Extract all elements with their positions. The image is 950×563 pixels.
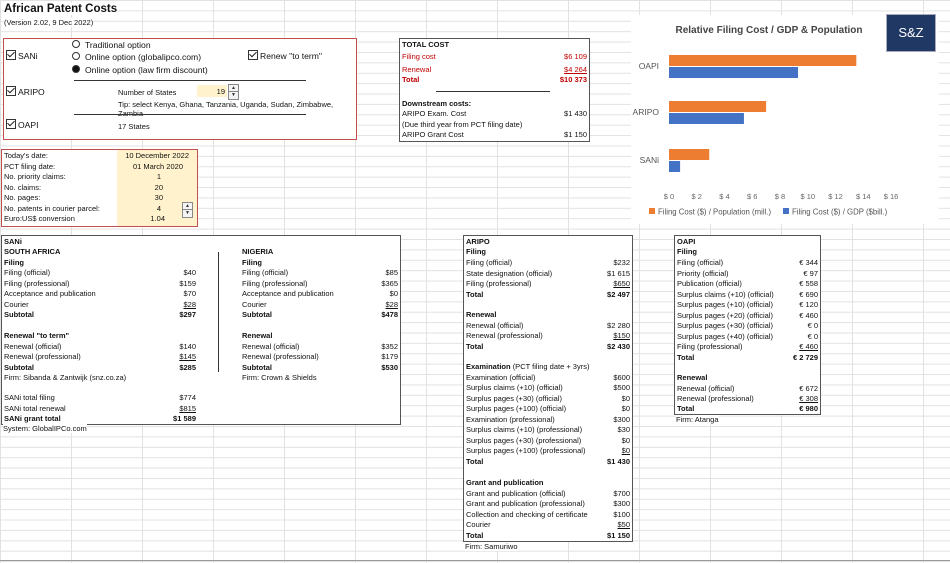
- row-value: $300: [613, 414, 630, 424]
- table-row: [675, 332, 820, 342]
- x-tick-label: $ 0: [663, 192, 675, 201]
- table-row: [2, 300, 198, 310]
- row-label: Collection and checking of certificate: [466, 509, 588, 519]
- row-value: $28: [385, 299, 398, 309]
- row-label: Total: [677, 352, 695, 362]
- sani-option[interactable]: [6, 50, 38, 61]
- aripo-grant-title: Grant and publication: [466, 478, 544, 487]
- version-label: (Version 2.02, 9 Dec 2022): [4, 18, 94, 27]
- legend-swatch-2: [783, 208, 789, 214]
- chart-title: Relative Filing Cost / GDP & Population: [675, 25, 863, 36]
- radio-icon[interactable]: [72, 40, 80, 48]
- conversion-value[interactable]: 1.04: [150, 214, 165, 223]
- row-value: € 558: [799, 279, 818, 288]
- radio-traditional-label: Traditional option: [85, 40, 151, 50]
- category-label-oapi: OAPI: [638, 61, 659, 71]
- spin-up-icon[interactable]: ▲: [183, 203, 192, 210]
- row-value: $1 430: [607, 456, 630, 466]
- table-row: [464, 279, 632, 289]
- renew-option[interactable]: [248, 50, 322, 61]
- row-label: Surplus pages (+40) (official): [677, 331, 773, 341]
- table-row: [675, 279, 820, 289]
- row-value: $30: [617, 425, 630, 434]
- row-value: € 980: [799, 404, 818, 413]
- nigeria-section: [240, 236, 400, 386]
- table-row: [464, 373, 632, 383]
- row-label: Renewal (professional): [4, 352, 81, 361]
- row-value: $2 430: [607, 341, 630, 351]
- row-value: $1 150: [607, 530, 630, 540]
- legend-label-2: Filing Cost ($) / GDP ($bill.): [792, 207, 888, 217]
- table-row: [2, 279, 198, 289]
- table-row: [2, 404, 198, 414]
- row-label: Surplus pages (+30) (official): [677, 321, 773, 330]
- renewal-cost-label: Renewal: [402, 65, 432, 74]
- row-label: Renewal (professional): [677, 394, 754, 403]
- table-row: [675, 384, 820, 394]
- radio-online[interactable]: [72, 52, 201, 62]
- row-label: Subtotal: [4, 362, 34, 372]
- row-label: Renewal (official): [677, 383, 735, 393]
- table-row: [464, 383, 632, 393]
- row-value: $352: [381, 341, 398, 351]
- row-label: State designation (official): [466, 268, 553, 278]
- category-label-aripo: ARIPO: [632, 107, 659, 117]
- table-row: [464, 489, 632, 499]
- row-label: Grant and publication (professional): [466, 499, 585, 508]
- row-value: € 460: [799, 342, 818, 351]
- row-value: € 120: [799, 300, 818, 309]
- x-tick-label: $ 14: [855, 192, 871, 201]
- row-value: $140: [179, 341, 196, 351]
- radio-traditional[interactable]: [72, 40, 151, 50]
- total-value: $10 373: [559, 75, 587, 84]
- table-row: [464, 331, 632, 341]
- inputs-box: [1, 149, 198, 227]
- oapi-title: OAPI: [677, 237, 696, 246]
- table-row: [464, 499, 632, 509]
- grant-cost-label: ARIPO Grant Cost: [402, 130, 464, 139]
- row-value: $145: [179, 352, 196, 361]
- row-label: Surplus claims (+10) (official): [466, 383, 563, 392]
- sani-box: [1, 235, 401, 425]
- options-panel: [3, 38, 357, 140]
- south-africa-section: [2, 236, 198, 424]
- row-label: SANi total renewal: [4, 403, 66, 413]
- row-label: Subtotal: [4, 310, 34, 319]
- row-label: Surplus pages (+10) (official): [677, 300, 773, 309]
- table-row: [240, 342, 400, 352]
- table-row: [2, 268, 198, 278]
- table-row: [464, 404, 632, 414]
- row-label: Filing (professional): [466, 279, 532, 288]
- x-tick-label: $ 10: [800, 192, 816, 201]
- row-label: Filing (professional): [4, 278, 70, 288]
- table-row: [464, 415, 632, 425]
- table-row: [240, 289, 400, 299]
- row-value: $300: [613, 499, 630, 508]
- row-label: Courier: [4, 299, 29, 309]
- row-value: $0: [621, 393, 630, 403]
- total-cost-box: [399, 38, 590, 142]
- row-label: Subtotal: [242, 362, 272, 372]
- row-value: $815: [179, 403, 196, 413]
- total-row: [675, 353, 820, 363]
- courier-spinner[interactable]: [182, 202, 193, 218]
- total-cost-title: TOTAL COST: [402, 40, 450, 49]
- table-row: [240, 352, 400, 362]
- row-label: Total: [466, 341, 484, 351]
- row-label: Surplus pages (+30) (professional): [466, 435, 582, 445]
- row-value: $0: [389, 289, 398, 298]
- sheet-bottom-border: [0, 560, 950, 561]
- aripo-box: [463, 235, 633, 542]
- bar-oapi-series-1: [669, 55, 856, 66]
- sa-filing-title: Filing: [4, 258, 24, 267]
- row-label: Renewal (professional): [242, 352, 319, 361]
- row-value: € 672: [799, 383, 818, 393]
- bar-aripo-series-2: [669, 113, 744, 124]
- aripo-filing-title: Filing: [466, 247, 486, 256]
- table-row: [2, 342, 198, 352]
- row-value: € 308: [799, 394, 818, 403]
- row-value: $232: [613, 258, 630, 267]
- row-label: Priority (official): [677, 268, 729, 278]
- subtotal-row: [2, 363, 198, 373]
- table-row: [675, 321, 820, 331]
- exam-cost-label: ARIPO Exam. Cost: [402, 109, 467, 118]
- table-row: [464, 520, 632, 530]
- divider: [74, 114, 306, 115]
- row-label: Total: [677, 404, 695, 413]
- row-label: Examination (professional): [466, 414, 555, 424]
- row-value: $2 497: [607, 289, 630, 299]
- total-row: [464, 531, 632, 541]
- row-label: Renewal (professional): [466, 331, 543, 340]
- pages-label: No. pages:: [4, 193, 41, 202]
- downstream-title: Downstream costs:: [402, 99, 472, 108]
- table-row: [464, 510, 632, 520]
- row-label: Total: [466, 289, 484, 299]
- row-value: $285: [179, 362, 196, 372]
- row-value: $40: [183, 268, 196, 277]
- legend-swatch-1: [649, 208, 655, 214]
- row-label: Surplus pages (+100) (professional): [466, 446, 586, 455]
- table-row: [2, 352, 198, 362]
- sz-logo: S&Z: [886, 14, 936, 52]
- aripo-option[interactable]: [6, 86, 45, 97]
- row-value: € 690: [799, 289, 818, 299]
- oapi-firm: Firm: Atanga: [676, 415, 719, 424]
- table-row: [240, 268, 400, 278]
- renew-label: Renew "to term": [260, 51, 322, 61]
- row-value: $28: [183, 299, 196, 309]
- claims-label: No. claims:: [4, 182, 42, 192]
- filing-cost-label: Filing cost: [402, 52, 436, 61]
- states-field[interactable]: [197, 85, 227, 97]
- x-tick-label: $ 6: [747, 192, 758, 201]
- x-tick-label: $ 16: [883, 192, 899, 201]
- pct-date-value[interactable]: 01 March 2020: [132, 161, 183, 171]
- table-row: [675, 394, 820, 404]
- radio-selected-icon[interactable]: [72, 65, 80, 73]
- subtotal-row: [2, 310, 198, 320]
- table-row: [464, 436, 632, 446]
- total-row: [464, 457, 632, 467]
- row-value: $500: [613, 383, 630, 392]
- sani-checkbox[interactable]: [6, 50, 16, 60]
- row-value: $159: [179, 278, 196, 288]
- table-row: [464, 321, 632, 331]
- row-label: SANi total filing: [4, 393, 55, 402]
- renewal-cost-value: $4 264: [564, 65, 587, 74]
- pages-value[interactable]: 30: [154, 193, 163, 202]
- row-value: € 460: [799, 310, 818, 320]
- row-label: Courier: [242, 299, 267, 309]
- table-row: [675, 311, 820, 321]
- exam-cost-note: (Due third year from PCT filing date): [402, 120, 523, 129]
- row-value: € 0: [807, 321, 818, 330]
- ng-firm: Firm: Crown & Shields: [242, 373, 317, 382]
- renew-checkbox[interactable]: [248, 50, 258, 60]
- row-value: € 2 729: [792, 352, 818, 362]
- bar-aripo-series-1: [669, 101, 766, 112]
- table-row: [675, 258, 820, 268]
- row-label: Total: [466, 530, 484, 540]
- priority-claims-value[interactable]: 1: [156, 172, 161, 181]
- priority-claims-label: No. priority claims:: [4, 172, 66, 181]
- row-value: $365: [381, 278, 398, 288]
- table-row: [240, 279, 400, 289]
- states-label: Number of States: [118, 88, 177, 97]
- table-row: [464, 425, 632, 435]
- total-row: [675, 404, 820, 414]
- spin-down-icon[interactable]: ▼: [231, 92, 236, 98]
- row-label: Subtotal: [242, 310, 272, 319]
- bar-oapi-series-2: [669, 67, 798, 78]
- aripo-tip: Tip: select Kenya, Ghana, Tanzania, Uganda, Sudan, Zimbabwe, Zambia: [118, 100, 334, 118]
- row-label: Filing (official): [677, 258, 724, 267]
- table-row: [675, 290, 820, 300]
- row-value: $0: [621, 404, 630, 413]
- row-label: Surplus pages (+30) (official): [466, 393, 562, 403]
- column-divider: [218, 252, 219, 372]
- x-tick-label: $ 2: [691, 192, 702, 201]
- radio-icon[interactable]: [72, 52, 80, 60]
- total-row: [464, 290, 632, 300]
- grant-cost-value: $1 150: [564, 130, 587, 139]
- exam-cost-value: $1 430: [564, 109, 587, 118]
- row-label: Total: [466, 456, 484, 466]
- courier-parcel-label: No. patents in courier parcel:: [4, 203, 100, 213]
- grand-total-row: [2, 414, 198, 424]
- spin-up-icon[interactable]: ▲: [229, 85, 238, 92]
- table-row: [675, 342, 820, 352]
- ng-filing-title: Filing: [242, 258, 262, 267]
- table-row: [464, 446, 632, 456]
- row-label: Filing (professional): [677, 342, 743, 351]
- x-tick-label: $ 12: [828, 192, 843, 201]
- table-row: [464, 394, 632, 404]
- row-value: $650: [613, 279, 630, 288]
- subtotal-row: [240, 310, 400, 320]
- sa-renewal-title: Renewal "to term": [4, 331, 70, 340]
- sa-firm: Firm: Sibanda & Zantwijk (snz.co.za): [4, 373, 127, 382]
- aripo-label: ARIPO: [18, 87, 45, 97]
- row-value: $2 280: [607, 320, 630, 330]
- sa-title: SOUTH AFRICA: [4, 247, 61, 256]
- row-value: $70: [183, 289, 196, 298]
- row-value: € 97: [803, 268, 818, 278]
- row-label: Surplus claims (+10) (official): [677, 289, 774, 299]
- row-label: Courier: [466, 520, 491, 529]
- aripo-exam-note: (PCT filing date + 3yrs): [512, 362, 590, 371]
- oapi-box: [674, 235, 821, 415]
- spin-down-icon[interactable]: ▼: [185, 210, 190, 216]
- row-label: Surplus pages (+100) (official): [466, 404, 567, 413]
- row-value: € 344: [799, 258, 818, 267]
- row-value: $150: [613, 331, 630, 340]
- aripo-title: ARIPO: [466, 237, 490, 246]
- aripo-checkbox[interactable]: [6, 86, 16, 96]
- row-value: $179: [381, 352, 398, 361]
- legend-label-1: Filing Cost ($) / Population (mill.): [658, 207, 772, 217]
- page-title: African Patent Costs: [4, 3, 118, 15]
- row-value: $0: [621, 446, 630, 455]
- x-tick-label: $ 8: [774, 192, 786, 201]
- divider: [436, 91, 550, 92]
- filing-cost-value: $6 109: [564, 52, 587, 61]
- row-value: $1 615: [607, 268, 630, 278]
- oapi-filing-title: Filing: [677, 247, 697, 256]
- table-row: [2, 393, 198, 403]
- sani-system: System: GlobalIPCo.com: [3, 424, 87, 433]
- row-value: $600: [613, 372, 630, 382]
- row-value: $297: [179, 310, 196, 319]
- row-value: $0: [621, 435, 630, 445]
- row-label: Filing (professional): [242, 278, 308, 288]
- oapi-renewal-title: Renewal: [677, 373, 708, 382]
- oapi-option[interactable]: [6, 119, 39, 130]
- row-label: Filing (official): [242, 268, 289, 277]
- table-row: [675, 269, 820, 279]
- ng-title: NIGERIA: [242, 247, 274, 256]
- total-label: Total: [402, 75, 420, 84]
- radio-online-discount[interactable]: [72, 65, 208, 75]
- sani-label: SANi: [18, 51, 38, 61]
- bar-sani-series-1: [669, 149, 709, 160]
- row-value: $85: [385, 268, 398, 277]
- oapi-states: 17 States: [118, 122, 150, 131]
- sani-title: SANi: [4, 237, 22, 246]
- row-value: $100: [613, 509, 630, 519]
- row-label: Publication (official): [677, 279, 742, 288]
- row-label: Renewal (official): [4, 341, 62, 351]
- table-row: [464, 258, 632, 268]
- table-row: [240, 300, 400, 310]
- states-value: 19: [216, 87, 225, 96]
- conversion-label: Euro:US$ conversion: [4, 214, 75, 223]
- row-label: SANi grant total: [4, 414, 61, 423]
- row-value: $50: [617, 520, 630, 529]
- bar-sani-series-2: [669, 161, 680, 172]
- aripo-firm: Firm: Samuriwo: [465, 542, 518, 551]
- row-value: € 0: [807, 331, 818, 341]
- row-label: Renewal (official): [466, 320, 524, 330]
- oapi-checkbox[interactable]: [6, 119, 16, 129]
- row-label: Surplus pages (+20) (official): [677, 310, 773, 320]
- ng-renewal-title: Renewal: [242, 331, 273, 340]
- row-label: Examination (official): [466, 372, 536, 382]
- row-label: Renewal (official): [242, 341, 300, 351]
- aripo-exam-title: Examination: [466, 362, 511, 371]
- aripo-renewal-title: Renewal: [466, 310, 497, 319]
- todays-date-value[interactable]: 10 December 2022: [125, 151, 189, 160]
- row-value: $774: [179, 393, 196, 402]
- table-row: [2, 289, 198, 299]
- total-row: [464, 342, 632, 352]
- category-label-sani: SANi: [639, 155, 659, 165]
- row-label: Filing (official): [466, 258, 513, 267]
- oapi-label: OAPI: [18, 120, 39, 130]
- row-label: Grant and publication (official): [466, 488, 566, 498]
- todays-date-label: Today's date:: [4, 151, 48, 160]
- subtotal-row: [240, 363, 400, 373]
- row-label: Filing (official): [4, 268, 51, 277]
- x-tick-label: $ 4: [719, 192, 730, 201]
- table-row: [675, 300, 820, 310]
- states-spinner[interactable]: [228, 84, 239, 100]
- claims-value[interactable]: 20: [154, 182, 163, 192]
- row-label: Acceptance and publication: [242, 289, 334, 298]
- row-label: Acceptance and publication: [4, 289, 96, 298]
- pct-date-label: PCT filing date:: [4, 161, 56, 171]
- radio-online-label: Online option (globalipco.com): [85, 52, 202, 62]
- courier-parcel-value[interactable]: 4: [156, 203, 161, 213]
- row-value: $1 589: [173, 414, 196, 423]
- row-label: Surplus claims (+10) (professional): [466, 425, 583, 434]
- row-value: $700: [613, 488, 630, 498]
- radio-online-discount-label: Online option (law firm discount): [85, 65, 208, 75]
- table-row: [464, 269, 632, 279]
- row-value: $530: [381, 362, 398, 372]
- row-value: $478: [381, 310, 398, 319]
- divider: [74, 80, 306, 81]
